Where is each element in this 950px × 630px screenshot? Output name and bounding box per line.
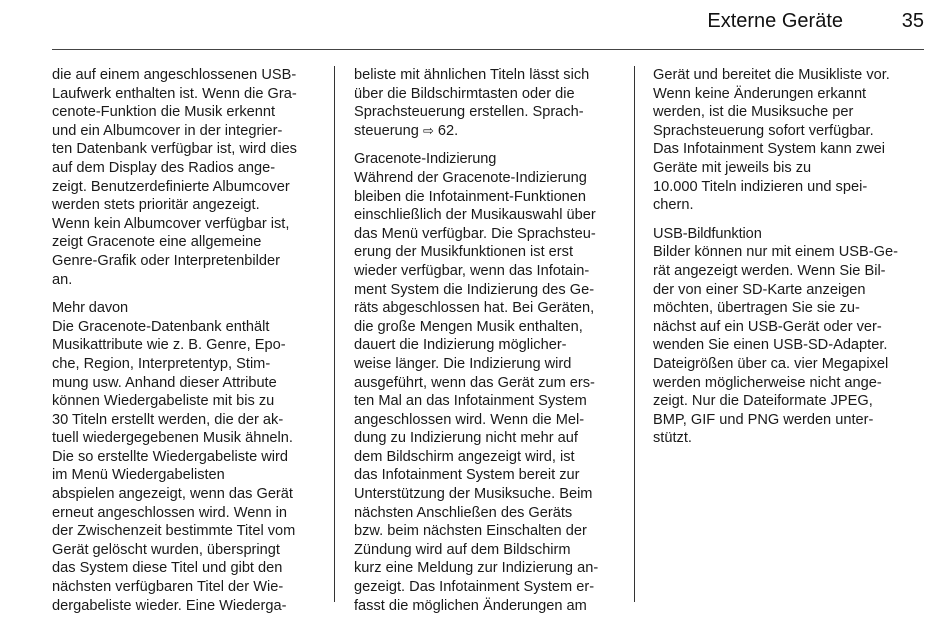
page-number: 35 [901,10,924,32]
text-line [653,318,921,337]
line-text: nächsten verfügbaren Titel der Wie- [52,579,284,596]
column-divider-1 [334,66,335,602]
text-line [354,188,622,207]
line-text: Während der Gracenote-Indizierung [354,169,587,186]
line-text: das Infotainment System bereit zur [354,467,580,484]
line-text: Dateigrößen über ca. vier Megapixel [653,355,889,372]
paragraph-gap [354,140,622,150]
text-line [52,233,320,252]
line-text: Bilder können nur mit einem USB-Ge- [653,244,898,261]
text-line [52,159,320,178]
text-line [52,122,320,141]
text-line [354,355,622,374]
line-text: fasst die möglichen Änderungen am [354,597,587,614]
line-text: auf dem Display des Radios ange- [52,159,276,176]
column-divider-2 [634,66,635,602]
text-line [354,466,622,485]
text-line [52,485,320,504]
text-line [52,355,320,374]
line-text: zeigt. Nur die Dateiformate JPEG, [653,393,873,410]
line-text: dergabeliste wieder. Eine Wiederga- [52,597,287,614]
line-text: nächst auf ein USB-Gerät oder ver- [653,318,882,335]
text-line [653,122,921,141]
line-text: werden möglicherweise nicht ange- [653,374,882,391]
line-text: Wenn keine Änderungen erkannt [653,85,867,102]
text-line [354,336,622,355]
text-line [52,178,320,197]
line-text: Gerät gelöscht wurden, überspringt [52,541,280,558]
line-text: tuell wiedergegebenen Musik ähneln. [52,430,293,447]
text-line [354,206,622,225]
text-line [653,196,921,215]
line-text: Zündung wird auf dem Bildschirm [354,541,571,558]
line-text: Geräte mit jeweils bis zu [653,159,812,176]
line-text: die auf einem angeschlossenen USB- [52,67,297,83]
line-text: wieder verfügbar, wenn das Infotain- [354,262,590,279]
line-text: über die Bildschirmtasten oder die [354,85,575,102]
text-line [354,318,622,337]
line-text: zeigt Gracenote eine allgemeine [52,234,262,251]
text-line [354,504,622,523]
line-text: erneut angeschlossen wird. Wenn in [52,504,287,521]
section-heading [52,299,320,318]
text-line [354,485,622,504]
section-heading-text: Mehr davon [52,300,129,317]
text-line [653,85,921,104]
text-line [354,429,622,448]
text-line [354,374,622,393]
line-text: steuerung [354,122,423,139]
line-text: zeigt. Benutzerdefinierte Albumcover [52,178,290,195]
text-line [354,597,622,616]
line-text: weise länger. Die Indizierung wird [354,355,572,372]
menu-item-reference: Wiedergabelisten [112,467,225,484]
header-divider [52,49,924,50]
line-text: ten Mal an das Infotainment System [354,393,587,410]
text-line [653,103,921,122]
text-line [653,411,921,430]
line-text: Genre-Grafik oder Interpretenbilder [52,252,280,269]
line-text: einschließlich der Musikauswahl über [354,207,596,224]
line-text: Sprachsteuerung sofort verfügbar. [653,122,874,139]
line-text: rät angezeigt werden. Wenn Sie Bil- [653,262,886,279]
text-line [52,448,320,467]
line-text: die große Mengen Musik enthalten, [354,318,583,335]
text-line [52,336,320,355]
line-text: Sprachsteuerung erstellen. Sprach- [354,104,584,121]
line-text: ten Datenbank verfügbar ist, wird dies [52,141,297,158]
text-line [354,225,622,244]
line-text: der Zwischenzeit bestimmte Titel vom [52,523,296,540]
text-line [52,140,320,159]
line-text: angezeigt, wenn das Gerät [114,486,293,503]
line-text: 62. [433,122,459,139]
line-text: 30 Titeln erstellt werden, die der ak- [52,411,284,428]
text-line [52,559,320,578]
text-line [354,411,622,430]
text-line [52,411,320,430]
line-text: Gerät und bereitet die Musikliste vor. [653,67,890,83]
text-line [354,559,622,578]
text-line [52,66,320,85]
line-text: an. [52,271,73,288]
line-text: bzw. beim nächsten Einschalten der [354,523,587,540]
text-line [354,66,622,85]
line-text: wenden Sie einen USB-SD-Adapter. [653,337,888,354]
text-line [653,336,921,355]
line-text: dem Bildschirm angezeigt wird, ist [354,448,575,465]
menu-item-reference: abspielen [52,486,115,503]
line-text: stützt. [653,430,692,447]
line-text: und ein Albumcover in der integrier- [52,122,283,139]
text-line [52,392,320,411]
text-line [354,299,622,318]
text-line [52,541,320,560]
text-line [653,429,921,448]
line-text: cenote-Funktion die Musik erkennt [52,104,276,121]
text-line [354,243,622,262]
text-line [354,103,622,122]
line-text: ausgeführt, wenn das Gerät zum ers- [354,374,595,391]
section-heading-text: USB-Bildfunktion [653,225,762,242]
text-column-1 [52,66,320,615]
line-text: dung zu Indizierung nicht mehr auf [354,430,578,447]
text-line [354,578,622,597]
text-line [354,392,622,411]
text-line [354,85,622,104]
line-text: dauert die Indizierung möglicher- [354,337,567,354]
text-line [52,215,320,234]
text-line [52,597,320,616]
text-line [653,178,921,197]
text-line [52,522,320,541]
line-text: Laufwerk enthalten ist. Wenn die Gra- [52,85,297,102]
text-line [653,374,921,393]
line-text: räts abgeschlossen hat. Bei Geräten, [354,300,595,317]
line-text: im Menü [52,467,113,484]
line-text: gezeigt. Das Infotainment System er- [354,579,595,596]
line-text: Wenn kein Albumcover verfügbar ist, [52,215,290,232]
line-text: mung usw. Anhand dieser Attribute [52,374,277,391]
line-text: che, Region, Interpretentyp, Stim- [52,355,271,372]
text-line [653,355,921,374]
line-text: chern. [653,197,694,214]
text-line [653,262,921,281]
text-line [354,262,622,281]
line-text: Die so erstellte Wiedergabeliste wird [52,448,289,465]
line-text: kurz eine Meldung zur Indizierung an- [354,560,599,577]
line-text: möchten, übertragen Sie sie zu- [653,300,860,317]
text-line [354,281,622,300]
line-text: angeschlossen wird. Wenn die Mel- [354,411,585,428]
page-reference-arrow-icon: ⇨ [422,122,434,138]
text-line [354,122,622,141]
line-text: werden stets prioritär angezeigt. [52,197,260,214]
section-heading-text: Gracenote-Indizierung [354,151,497,168]
text-line [52,429,320,448]
line-text: 10.000 Titeln indizieren und spei- [653,178,868,195]
text-line [52,374,320,393]
text-column-2 [354,66,622,615]
text-line [52,578,320,597]
text-line [52,318,320,337]
line-text: der von einer SD-Karte anzeigen [653,281,866,298]
line-text: BMP, GIF und PNG werden unter- [653,411,874,428]
text-line [653,299,921,318]
text-line [653,243,921,262]
paragraph-gap [653,215,921,225]
text-line [354,169,622,188]
text-line [52,466,320,485]
section-heading [354,150,622,169]
paragraph-gap [52,289,320,299]
page-header-title: Externe Geräte [707,10,843,32]
text-line [52,271,320,290]
line-text: Das Infotainment System kann zwei [653,141,885,158]
line-text: erung der Musikfunktionen ist erst [354,244,574,261]
line-text: bleiben die Infotainment-Funktionen [354,188,587,205]
text-line [653,281,921,300]
line-text: nächsten Anschließen des Geräts [354,504,573,521]
line-text: beliste mit ähnlichen Titeln lässt sich [354,67,590,83]
line-text: Die Gracenote-Datenbank enthält [52,318,270,335]
text-line [354,448,622,467]
text-line [653,140,921,159]
text-line [52,196,320,215]
line-text: können Wiedergabeliste mit bis zu [52,393,275,410]
line-text: Unterstützung der Musiksuche. Beim [354,486,593,503]
line-text: Musikattribute wie z. B. Genre, Epo- [52,337,286,354]
section-heading [653,225,921,244]
text-line [653,159,921,178]
text-line [653,66,921,85]
line-text: werden, ist die Musiksuche per [653,104,854,121]
text-column-3 [653,66,921,448]
text-line [653,392,921,411]
text-line [52,85,320,104]
line-text: ment System die Indizierung des Ge- [354,281,595,298]
line-text: das System diese Titel und gibt den [52,560,283,577]
text-line [52,252,320,271]
text-line [52,504,320,523]
text-line [354,522,622,541]
text-line [52,103,320,122]
line-text: das Menü verfügbar. Die Sprachsteu- [354,225,596,242]
text-line [354,541,622,560]
